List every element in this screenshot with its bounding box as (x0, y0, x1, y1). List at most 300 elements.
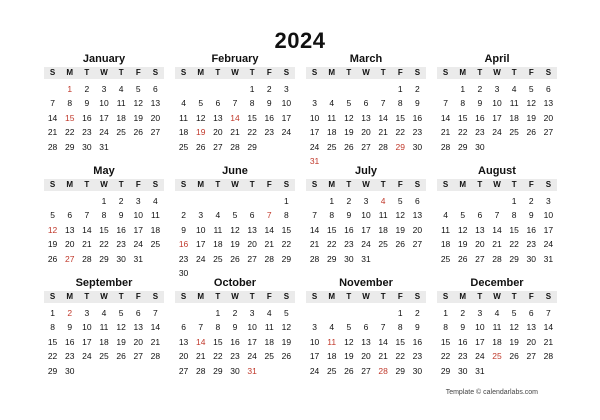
month-june (175, 164, 295, 276)
weekday-label: T (477, 292, 483, 301)
day-cell: 16 (526, 224, 536, 235)
weekday-label: S (442, 68, 449, 77)
empty-cell (78, 194, 95, 208)
day-cell: 19 (526, 112, 536, 123)
weekday-label: M (66, 180, 74, 189)
weekday-label: T (118, 292, 124, 301)
weekday-label: W (100, 292, 108, 301)
day-cell: 20 (543, 112, 554, 123)
month-name: May (93, 165, 115, 177)
weekday-label: T (380, 68, 386, 77)
day-cell: 29 (509, 253, 519, 264)
day-cell: 8 (249, 98, 255, 109)
day-cell: 6 (215, 98, 221, 109)
weekday-label: M (197, 292, 205, 301)
day-cell: 1 (284, 196, 289, 206)
day-cell: 23 (116, 239, 126, 250)
calendar-grid (44, 52, 557, 388)
day-cell: 18 (492, 336, 502, 347)
weekday-label: S (180, 68, 187, 77)
day-cell: 29 (64, 141, 75, 152)
day-cell: 28 (378, 365, 388, 376)
weekday-label: S (49, 68, 56, 77)
day-cell: 12 (195, 112, 206, 123)
day-cell: 16 (344, 224, 354, 235)
weekday-label: S (283, 292, 290, 301)
day-cell: 4 (494, 308, 500, 318)
day-cell: 30 (230, 365, 240, 376)
weekday-header (175, 179, 295, 191)
weekday-label: W (362, 292, 370, 301)
day-cell: 20 (361, 127, 371, 138)
day-cell: 2 (67, 308, 73, 318)
day-cell: 3 (101, 84, 107, 94)
weekday-label: T (511, 292, 517, 301)
day-cell: 17 (309, 127, 320, 138)
day-cell: 9 (232, 322, 238, 333)
day-cell: 1 (329, 196, 335, 206)
weekday-label: S (545, 180, 552, 189)
weekday-header (306, 67, 426, 79)
day-cell: 25 (150, 239, 161, 250)
day-cell: 23 (526, 239, 536, 250)
day-cell: 24 (492, 127, 502, 138)
weekday-label: S (152, 180, 159, 189)
day-cell: 16 (116, 224, 126, 235)
day-cell: 5 (528, 84, 534, 94)
weekday-label: T (477, 68, 483, 77)
day-cell: 19 (344, 127, 354, 138)
weekday-label: W (493, 68, 501, 77)
day-cell: 15 (281, 224, 292, 235)
day-cell: 5 (511, 308, 517, 318)
weekday-label: F (266, 180, 272, 189)
day-cell: 2 (415, 308, 420, 318)
empty-cell (226, 194, 243, 208)
month-may (44, 164, 164, 276)
weekday-label: F (135, 292, 141, 301)
weekday-header (44, 179, 164, 191)
day-cell: 28 (543, 351, 554, 362)
weekday-label: F (528, 292, 534, 301)
day-cell: 18 (150, 224, 161, 235)
weekday-label: S (311, 292, 318, 301)
empty-cell (437, 82, 454, 96)
day-cell: 14 (82, 224, 92, 235)
day-cell: 21 (264, 239, 274, 250)
day-cell: 23 (178, 253, 189, 264)
day-cell: 12 (47, 224, 58, 235)
day-cell: 27 (133, 351, 143, 362)
day-cell: 7 (232, 98, 238, 109)
weekday-label: M (328, 292, 336, 301)
day-cell: 17 (195, 239, 206, 250)
day-cell: 31 (133, 253, 143, 264)
day-cell: 7 (198, 322, 204, 333)
weekday-header (437, 179, 557, 191)
weekday-label: W (100, 68, 108, 77)
day-cell: 20 (247, 239, 257, 250)
day-cell: 30 (412, 365, 423, 376)
month-september (44, 276, 164, 388)
month-july (306, 164, 426, 276)
day-cell: 25 (492, 351, 502, 362)
weekday-label: W (100, 180, 108, 189)
day-cell: 11 (213, 224, 223, 235)
day-cell: 17 (99, 112, 109, 123)
day-cell: 25 (378, 239, 388, 250)
empty-cell (340, 306, 357, 320)
day-cell: 13 (150, 98, 161, 109)
weekday-label: S (414, 68, 421, 77)
weekday-header (44, 291, 164, 303)
day-grid (175, 194, 295, 280)
empty-cell (192, 306, 209, 320)
day-cell: 6 (249, 210, 255, 221)
day-cell: 8 (101, 210, 107, 221)
month-name: January (82, 53, 126, 65)
day-cell: 4 (101, 308, 107, 318)
day-cell: 16 (412, 336, 423, 347)
day-cell: 12 (344, 336, 354, 347)
day-grid (44, 194, 164, 266)
day-cell: 6 (363, 322, 369, 333)
day-cell: 12 (395, 210, 405, 221)
day-cell: 6 (135, 308, 141, 318)
day-cell: 4 (380, 196, 386, 206)
day-cell: 24 (247, 351, 257, 362)
weekday-label: F (528, 180, 534, 189)
day-cell: 21 (82, 239, 92, 250)
day-cell: 31 (309, 155, 320, 166)
day-cell: 30 (475, 141, 485, 152)
day-cell: 9 (118, 210, 124, 221)
weekday-label: M (66, 292, 74, 301)
day-cell: 22 (213, 351, 223, 362)
weekday-label: M (197, 180, 205, 189)
day-cell: 29 (47, 365, 58, 376)
weekday-label: M (197, 68, 205, 77)
day-cell: 19 (509, 336, 519, 347)
day-cell: 24 (309, 141, 320, 152)
weekday-label: S (180, 292, 187, 301)
day-cell: 18 (178, 127, 189, 138)
day-cell: 12 (457, 224, 468, 235)
day-cell: 25 (326, 365, 337, 376)
day-cell: 20 (475, 239, 485, 250)
weekday-label: T (511, 68, 517, 77)
day-cell: 12 (133, 98, 143, 109)
day-cell: 6 (67, 210, 73, 221)
day-cell: 3 (312, 322, 317, 333)
day-cell: 3 (284, 84, 289, 94)
day-cell: 18 (509, 112, 519, 123)
day-cell: 27 (412, 239, 423, 250)
weekday-label: T (346, 292, 352, 301)
day-cell: 8 (397, 322, 403, 333)
day-cell: 7 (494, 210, 500, 221)
day-cell: 15 (440, 336, 451, 347)
day-cell: 16 (475, 112, 485, 123)
day-cell: 14 (195, 336, 206, 347)
day-cell: 8 (329, 210, 335, 221)
month-name: October (213, 277, 257, 289)
weekday-label: F (135, 68, 141, 77)
weekday-header (44, 67, 164, 79)
day-cell: 17 (82, 336, 92, 347)
empty-cell (44, 194, 61, 208)
day-cell: 20 (178, 351, 189, 362)
day-cell: 7 (50, 98, 55, 109)
day-cell: 11 (492, 322, 502, 333)
day-cell: 17 (361, 224, 371, 235)
day-cell: 20 (133, 336, 143, 347)
day-cell: 1 (50, 308, 55, 318)
weekday-label: T (380, 180, 386, 189)
day-cell: 9 (415, 322, 420, 333)
day-cell: 24 (99, 127, 109, 138)
day-cell: 1 (443, 308, 448, 318)
day-cell: 2 (460, 308, 466, 318)
weekday-label: T (249, 180, 255, 189)
empty-cell (323, 306, 340, 320)
day-cell: 16 (264, 112, 274, 123)
day-cell: 23 (82, 127, 92, 138)
day-cell: 3 (312, 98, 317, 109)
month-name: November (339, 277, 393, 289)
day-cell: 28 (378, 141, 388, 152)
weekday-label: T (84, 292, 90, 301)
day-cell: 24 (361, 239, 371, 250)
empty-cell (488, 194, 505, 208)
weekday-label: S (180, 180, 187, 189)
day-cell: 10 (195, 224, 206, 235)
day-cell: 4 (443, 210, 448, 221)
day-grid (306, 82, 426, 168)
day-cell: 1 (67, 84, 73, 94)
day-cell: 23 (475, 127, 485, 138)
weekday-label: M (328, 180, 336, 189)
day-cell: 26 (47, 253, 58, 264)
day-cell: 10 (543, 210, 554, 221)
day-cell: 19 (281, 336, 292, 347)
day-cell: 8 (397, 98, 403, 109)
day-cell: 26 (344, 141, 354, 152)
day-cell: 26 (509, 351, 519, 362)
footer-credit: Template © calendarlabs.com (445, 389, 538, 396)
empty-cell (175, 306, 192, 320)
empty-cell (175, 194, 192, 208)
day-cell: 16 (412, 112, 423, 123)
day-cell: 17 (247, 336, 257, 347)
weekday-label: S (414, 180, 421, 189)
day-cell: 26 (526, 127, 536, 138)
day-cell: 13 (361, 112, 371, 123)
day-cell: 28 (47, 141, 58, 152)
day-cell: 7 (380, 98, 386, 109)
day-cell: 27 (526, 351, 536, 362)
day-cell: 23 (412, 127, 423, 138)
empty-cell (192, 194, 209, 208)
day-cell: 20 (526, 336, 536, 347)
day-cell: 18 (116, 112, 126, 123)
day-cell: 1 (511, 196, 517, 206)
empty-cell (306, 82, 323, 96)
day-cell: 3 (494, 84, 500, 94)
day-cell: 15 (64, 112, 75, 123)
day-cell: 6 (363, 98, 369, 109)
day-cell: 31 (99, 141, 109, 152)
day-cell: 3 (198, 210, 204, 221)
day-cell: 13 (133, 322, 143, 333)
day-cell: 14 (440, 112, 451, 123)
day-cell: 26 (344, 365, 354, 376)
weekday-label: T (84, 68, 90, 77)
day-cell: 19 (195, 127, 206, 138)
day-cell: 20 (213, 127, 223, 138)
empty-cell (454, 194, 471, 208)
day-cell: 9 (415, 98, 420, 109)
day-cell: 15 (395, 336, 405, 347)
month-october (175, 276, 295, 388)
weekday-label: S (152, 68, 159, 77)
weekday-label: M (459, 180, 467, 189)
day-cell: 13 (526, 322, 536, 333)
day-cell: 11 (327, 112, 337, 123)
weekday-label: F (266, 292, 272, 301)
day-cell: 17 (281, 112, 292, 123)
day-grid (306, 194, 426, 266)
day-cell: 23 (230, 351, 240, 362)
day-cell: 25 (440, 253, 451, 264)
day-cell: 9 (266, 98, 272, 109)
day-cell: 14 (150, 322, 161, 333)
day-cell: 8 (443, 322, 448, 333)
day-cell: 14 (543, 322, 554, 333)
day-cell: 14 (378, 336, 388, 347)
day-cell: 4 (118, 84, 124, 94)
day-cell: 10 (281, 98, 292, 109)
day-cell: 9 (477, 98, 483, 109)
day-grid (175, 306, 295, 378)
day-cell: 10 (82, 322, 92, 333)
day-cell: 29 (326, 253, 337, 264)
day-cell: 23 (64, 351, 75, 362)
day-cell: 29 (99, 253, 109, 264)
day-cell: 1 (249, 84, 255, 94)
day-cell: 5 (346, 98, 352, 109)
day-cell: 28 (195, 365, 206, 376)
day-cell: 24 (543, 239, 554, 250)
day-cell: 21 (150, 336, 161, 347)
day-cell: 22 (457, 127, 468, 138)
empty-cell (226, 82, 243, 96)
day-cell: 14 (264, 224, 274, 235)
day-cell: 24 (82, 351, 92, 362)
day-cell: 18 (326, 127, 337, 138)
day-cell: 10 (361, 210, 371, 221)
day-cell: 16 (230, 336, 240, 347)
day-cell: 19 (395, 224, 405, 235)
day-cell: 29 (395, 141, 405, 152)
day-cell: 4 (511, 84, 517, 94)
day-cell: 26 (133, 127, 143, 138)
weekday-label: T (215, 180, 221, 189)
empty-cell (471, 194, 488, 208)
weekday-label: S (442, 292, 449, 301)
day-cell: 13 (213, 112, 223, 123)
month-february (175, 52, 295, 164)
day-cell: 20 (64, 239, 75, 250)
day-cell: 27 (178, 365, 189, 376)
day-cell: 25 (509, 127, 519, 138)
weekday-label: S (49, 180, 56, 189)
month-name: April (484, 53, 510, 65)
day-cell: 25 (99, 351, 109, 362)
day-grid (44, 82, 164, 154)
day-cell: 24 (195, 253, 206, 264)
day-cell: 15 (509, 224, 519, 235)
weekday-header (437, 67, 557, 79)
day-cell: 6 (415, 196, 420, 206)
day-cell: 10 (247, 322, 257, 333)
day-cell: 3 (363, 196, 369, 206)
month-august (437, 164, 557, 276)
day-cell: 13 (412, 210, 423, 221)
day-cell: 23 (412, 351, 423, 362)
day-cell: 25 (116, 127, 126, 138)
day-cell: 6 (477, 210, 483, 221)
day-cell: 13 (361, 336, 371, 347)
day-cell: 7 (546, 308, 551, 318)
day-cell: 1 (101, 196, 107, 206)
day-cell: 18 (264, 336, 274, 347)
day-cell: 28 (440, 141, 451, 152)
day-cell: 22 (47, 351, 58, 362)
empty-cell (44, 82, 61, 96)
day-cell: 27 (213, 141, 223, 152)
day-cell: 31 (247, 365, 257, 376)
day-cell: 5 (460, 210, 466, 221)
day-cell: 18 (378, 224, 388, 235)
weekday-label: W (231, 292, 239, 301)
weekday-label: S (283, 68, 290, 77)
day-cell: 30 (116, 253, 126, 264)
day-cell: 19 (344, 351, 354, 362)
day-cell: 12 (281, 322, 292, 333)
day-cell: 1 (460, 84, 466, 94)
month-name: March (349, 53, 383, 65)
day-cell: 30 (412, 141, 423, 152)
weekday-label: S (545, 68, 552, 77)
day-grid (44, 306, 164, 378)
month-march (306, 52, 426, 164)
day-cell: 10 (492, 98, 502, 109)
day-cell: 24 (133, 239, 143, 250)
day-cell: 7 (380, 322, 386, 333)
day-cell: 5 (198, 98, 204, 109)
day-cell: 28 (492, 253, 502, 264)
weekday-label: W (362, 68, 370, 77)
day-cell: 2 (266, 84, 272, 94)
weekday-header (437, 291, 557, 303)
weekday-label: S (545, 292, 552, 301)
day-cell: 26 (281, 351, 292, 362)
day-grid (306, 306, 426, 378)
day-cell: 19 (230, 239, 240, 250)
day-cell: 5 (232, 210, 238, 221)
empty-cell (175, 82, 192, 96)
